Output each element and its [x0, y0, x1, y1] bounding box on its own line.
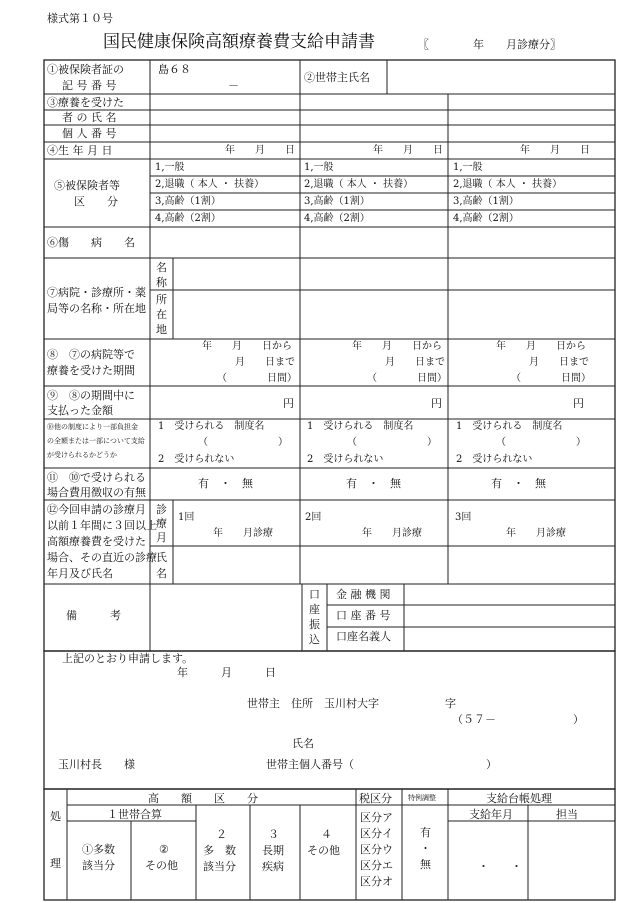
hospital-address-label-2: 在	[156, 308, 167, 321]
other-system-label-2: の全額または一部について支給	[47, 437, 145, 445]
history-name-label: 氏	[156, 551, 167, 564]
period-from-2[interactable]: 年 月 日から	[352, 341, 442, 352]
category-opt-1-col1[interactable]: 1,一般	[155, 162, 185, 173]
category-opt-4-col1[interactable]: 4,高齢（2割）	[155, 213, 221, 224]
office-c2: ②	[159, 843, 169, 856]
account-holder-field[interactable]	[405, 628, 614, 650]
patient-name-label: ③療養を受けた	[47, 96, 124, 109]
category-opt-1-col3[interactable]: 1,一般	[453, 162, 483, 173]
application-statement: 上記のとおり申請します。	[62, 652, 194, 665]
payment-month-header: 支給年月	[469, 808, 513, 821]
history-label-3: 高額療養費を受けた	[47, 535, 146, 548]
tax-u[interactable]: 区分ウ	[360, 843, 393, 856]
payment-month-dots[interactable]: ・ ・	[478, 860, 522, 873]
special-no[interactable]: 無	[420, 858, 431, 871]
history-month-label: 診	[156, 503, 167, 516]
patient-name-field[interactable]	[151, 95, 299, 124]
bank-transfer-label-4: 込	[309, 633, 320, 646]
history-name-label-2: 名	[156, 567, 167, 580]
postal-code[interactable]: （５７－ ）	[452, 713, 584, 726]
special-yes[interactable]: 有	[420, 826, 431, 839]
period-days-1[interactable]: （ 日間）	[217, 373, 297, 384]
other-opt-receive-2[interactable]: 1 受けられる 制度名	[307, 421, 414, 432]
hospital-name-label: 名	[156, 261, 167, 274]
office-c5-2: その他	[307, 844, 340, 857]
tax-e[interactable]: 区分エ	[360, 859, 393, 872]
form-number: 様式第１０号	[47, 12, 113, 25]
insured-number-label-2: 記 号 番 号	[62, 79, 117, 92]
history-label-2: 以前１年間に３回以上	[47, 519, 157, 532]
birth-date-1[interactable]: 年 月 日	[225, 145, 295, 156]
category-opt-2-col1[interactable]: 2,退職（ 本人 ・ 扶養）	[155, 179, 265, 190]
history-second: 2回	[305, 512, 322, 523]
history-month-label-3: 月	[156, 531, 167, 544]
household-total-header: １世帯合算	[107, 808, 162, 821]
hospital-address-label-3: 地	[156, 323, 167, 336]
fee-collection-yes-no-2[interactable]: 有 ・ 無	[346, 477, 401, 490]
other-paren-1[interactable]: （ ）	[198, 437, 288, 448]
other-paren-3[interactable]: （ ）	[496, 437, 586, 448]
category-opt-2-col2[interactable]: 2,退職（ 本人 ・ 扶養）	[304, 179, 414, 190]
applicant-name-label: 氏名	[292, 737, 314, 750]
history-label-5: 年月及び氏名	[47, 567, 113, 580]
category-opt-4-col3[interactable]: 4,高齢（2割）	[453, 213, 519, 224]
ledger-header: 支給台帳処理	[486, 792, 552, 805]
other-opt-no-3[interactable]: 2 受けられない	[456, 454, 533, 465]
period-to-2[interactable]: 月 日まで	[385, 357, 445, 368]
application-date[interactable]: 年 月 日	[177, 666, 276, 679]
householder-number[interactable]: 世帯主個人番号（ ）	[266, 758, 497, 771]
tax-category-header: 税区分	[359, 792, 392, 805]
paid-amount-label: ⑨ ⑧の期間中に	[47, 389, 135, 402]
period-from-1[interactable]: 年 月 日から	[202, 341, 292, 352]
tax-a[interactable]: 区分ア	[360, 811, 393, 824]
householder-name-field[interactable]	[388, 61, 614, 93]
other-opt-receive-3[interactable]: 1 受けられる 制度名	[456, 421, 563, 432]
history-third: 3回	[455, 512, 472, 523]
office-c5: ４	[321, 828, 332, 841]
bank-name-label: 金 融 機 関	[336, 588, 391, 601]
other-system-label-3: が受けられるかどうか	[47, 451, 117, 459]
special-adjustment-header: 特例調整	[408, 794, 436, 802]
insured-number-value[interactable]: 島６８	[158, 63, 191, 76]
office-c4-2: 長期	[262, 844, 284, 857]
office-c2-2: その他	[145, 859, 178, 872]
office-c3-2: 多 数	[203, 844, 236, 857]
period-to-3[interactable]: 月 日まで	[529, 357, 589, 368]
staff-header: 担当	[556, 808, 578, 821]
remarks-field[interactable]	[151, 585, 301, 650]
mayor-addressee: 玉川村長 様	[58, 758, 135, 771]
category-opt-4-col2[interactable]: 4,高齢（2割）	[304, 213, 370, 224]
office-c1: ①多数	[82, 843, 115, 856]
office-c4-3: 疾病	[262, 860, 284, 873]
category-opt-1-col2[interactable]: 1,一般	[304, 162, 334, 173]
paid-amount-yen-1: 円	[283, 397, 294, 410]
remarks-label: 備 考	[66, 609, 121, 622]
fee-collection-yes-no-1[interactable]: 有 ・ 無	[198, 477, 253, 490]
paid-amount-yen-2: 円	[431, 397, 442, 410]
other-system-label: ⑩他の制度により一部負担金	[47, 423, 138, 431]
office-c3: ２	[216, 828, 227, 841]
bank-transfer-label-3: 振	[309, 618, 320, 631]
bank-transfer-label-2: 座	[309, 603, 320, 616]
hospital-address-label: 所	[156, 293, 167, 306]
account-number-label: 口 座 番 号	[336, 609, 391, 622]
injury-name-field[interactable]	[151, 228, 299, 257]
account-holder-label: 口座名義人	[336, 630, 391, 643]
category-opt-3-col3[interactable]: 3,高齢（1割）	[453, 196, 519, 207]
treatment-period-label: ⑧ ⑦の病院等で	[47, 348, 135, 361]
office-c3-3: 該当分	[203, 860, 236, 873]
category-opt-3-col2[interactable]: 3,高齢（1割）	[304, 196, 370, 207]
treatment-period: 〖 年 月診療分〗	[418, 38, 561, 51]
householder-address[interactable]: 世帯主 住所 玉川村大字 字	[247, 697, 456, 710]
office-c1-2: 該当分	[82, 859, 115, 872]
high-cost-category-header: 高 額 区 分	[148, 792, 258, 805]
fee-collection-label-2: 場合費用徴収の有無	[47, 486, 146, 499]
special-dot: ・	[420, 842, 431, 855]
office-handling-label: 処	[50, 810, 61, 823]
birth-date-2[interactable]: 年 月 日	[373, 145, 443, 156]
history-second-month[interactable]: 年 月診療	[362, 528, 422, 539]
tax-i[interactable]: 区分イ	[360, 827, 393, 840]
category-opt-3-col1[interactable]: 3,高齢（1割）	[155, 196, 221, 207]
office-c4: ３	[268, 828, 279, 841]
other-opt-no-2[interactable]: 2 受けられない	[307, 454, 384, 465]
bank-name-field[interactable]	[405, 585, 614, 604]
treatment-period-label-2: 療養を受けた期間	[47, 364, 135, 377]
office-handling-label-2: 理	[50, 857, 61, 870]
fee-collection-label: ⑪ ⑩で受けられる	[47, 471, 146, 484]
hospital-label-2: 局等の名称・所在地	[47, 302, 146, 315]
category-label: ⑤被保険者等	[54, 179, 120, 192]
injury-name-label: ⑥傷 病 名	[47, 236, 135, 249]
period-days-2[interactable]: （ 日間）	[367, 373, 447, 384]
birth-date-label: ④生 年 月 日	[47, 144, 113, 157]
householder-name-label: ②世帯主氏名	[304, 71, 370, 84]
other-opt-receive-1[interactable]: 1 受けられる 制度名	[158, 421, 265, 432]
history-label: ⑫今回申請の診療月	[47, 503, 146, 516]
paid-amount-label-2: 支払った金額	[47, 404, 113, 417]
other-opt-no-1[interactable]: 2 受けられない	[158, 454, 235, 465]
hospital-label: ⑦病院・診療所・薬	[47, 286, 146, 299]
tax-o[interactable]: 区分オ	[360, 875, 393, 888]
personal-number-label: 個 人 番 号	[62, 127, 117, 140]
category-opt-2-col3[interactable]: 2,退職（ 本人 ・ 扶養）	[453, 179, 563, 190]
history-month-label-2: 療	[156, 517, 167, 530]
period-days-3[interactable]: （ 日間）	[511, 373, 591, 384]
history-third-month[interactable]: 年 月診療	[506, 528, 566, 539]
birth-date-3[interactable]: 年 月 日	[520, 145, 590, 156]
insured-number-dash: －	[228, 79, 239, 92]
paid-amount-yen-3: 円	[573, 397, 584, 410]
fee-collection-yes-no-3[interactable]: 有 ・ 無	[491, 477, 546, 490]
form-title: 国民健康保険高額療養費支給申請書	[103, 32, 375, 52]
period-to-1[interactable]: 月 日まで	[235, 357, 295, 368]
account-number-field[interactable]	[405, 606, 614, 626]
category-label-2: 区 分	[74, 195, 118, 208]
hospital-name-label-2: 称	[156, 276, 167, 289]
history-label-4: 場合、その直近の診療	[47, 551, 157, 564]
patient-name-label-2: 者 の 氏 名	[62, 111, 117, 124]
bank-transfer-label: 口	[309, 588, 320, 601]
other-paren-2[interactable]: （ ）	[347, 437, 437, 448]
insured-number-label: ①被保険者証の	[47, 63, 124, 76]
history-first-month[interactable]: 年 月診療	[213, 528, 273, 539]
history-first: 1回	[178, 512, 195, 523]
period-from-3[interactable]: 年 月 日から	[496, 341, 586, 352]
